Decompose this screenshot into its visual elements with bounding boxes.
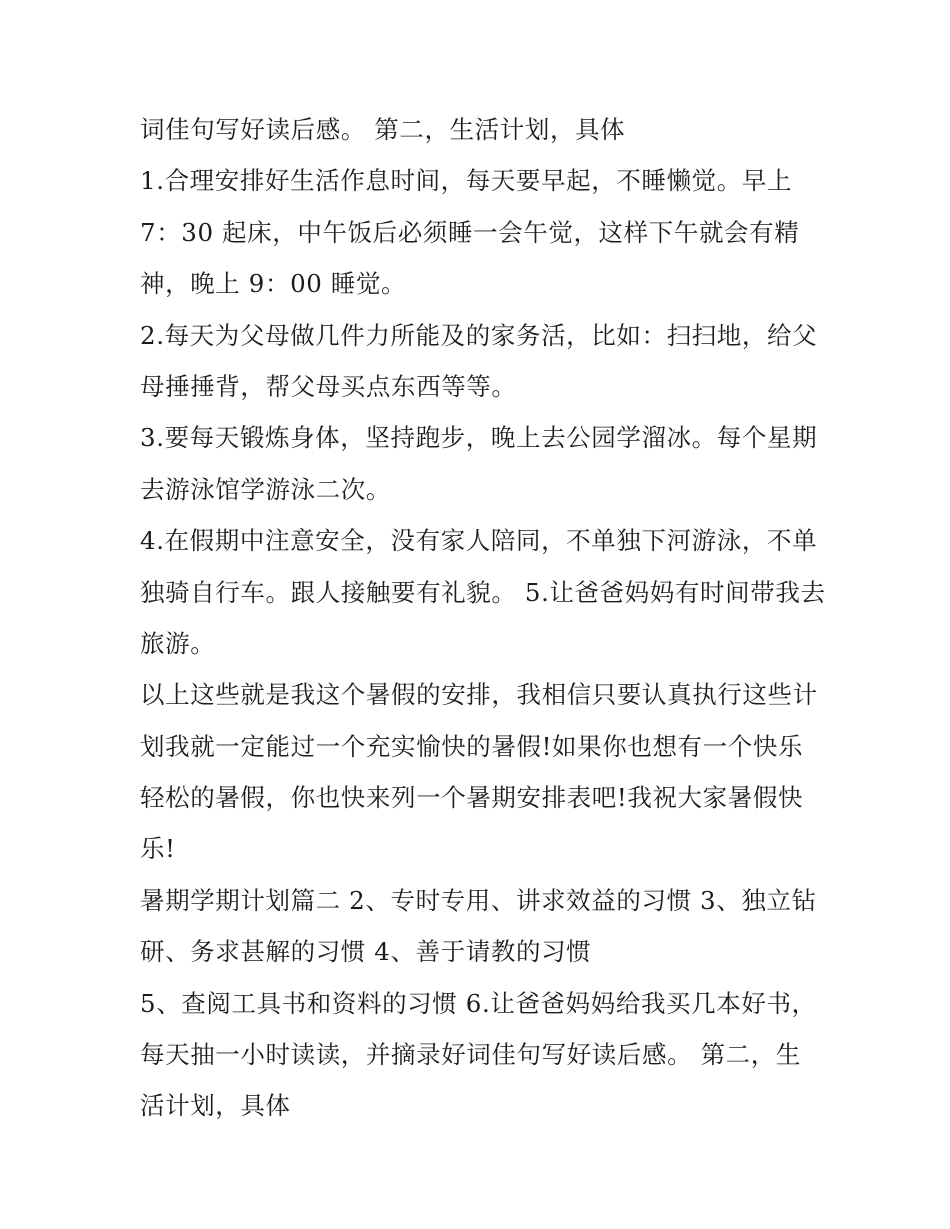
text-line: 母捶捶背，帮父母买点东西等等。 — [140, 371, 517, 401]
text-line: 词佳句写好读后感。 第二，生活计划，具体 — [140, 115, 626, 144]
text-line: 每天抽一小时读读，并摘录好词佳句写好读后感。 第二，生 — [140, 1040, 801, 1070]
text-line: 1.合理安排好生活作息时间，每天要早起，不睡懒觉。早上 — [140, 166, 793, 196]
text-line: 研、务求甚解的习惯 4、善于请教的习惯 — [140, 937, 592, 967]
text-line: 暑期学期计划篇二 2、专时专用、讲求效益的习惯 3、独立钻 — [140, 885, 817, 915]
text-line: 神，晚上 9：00 睡觉。 — [140, 269, 407, 299]
text-line: 去游泳馆学游泳二次。 — [140, 474, 391, 504]
text-line: 轻松的暑假，你也快来列一个暑期安排表吧!我祝大家暑假快 — [140, 783, 804, 813]
text-line: 2.每天为父母做几件力所能及的家务活，比如：扫扫地，给父 — [140, 320, 818, 350]
text-line: 以上这些就是我这个暑假的安排，我相信只要认真执行这些计 — [140, 680, 818, 710]
text-line: 旅游。 — [140, 628, 216, 658]
document-body-text — [140, 104, 826, 1132]
text-line: 乐! — [140, 834, 176, 864]
text-line: 活计划，具体 — [140, 1091, 291, 1121]
text-line: 5、查阅工具书和资料的习惯 6.让爸爸妈妈给我买几本好书， — [140, 988, 817, 1018]
text-line: 4.在假期中注意安全，没有家人陪同，不单独下河游泳，不单 — [140, 526, 818, 556]
text-line: 7：30 起床，中午饭后必须睡一会午觉，这样下午就会有精 — [140, 217, 800, 247]
text-line: 3.要每天锻炼身体，坚持跑步，晚上去公园学溜冰。每个星期 — [140, 423, 818, 453]
text-line: 划我就一定能过一个充实愉快的暑假!如果你也想有一个快乐 — [140, 731, 804, 761]
text-line: 独骑自行车。跟人接触要有礼貌。 5.让爸爸妈妈有时间带我去 — [140, 577, 826, 607]
